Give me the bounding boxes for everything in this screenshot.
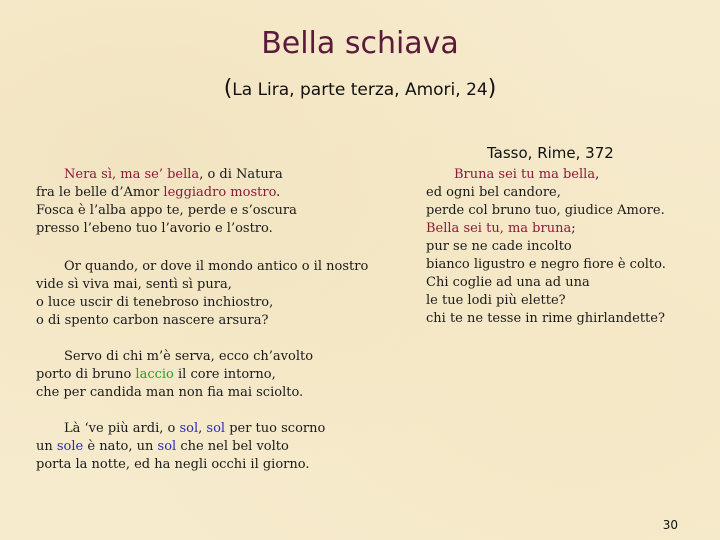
poem-line [426,220,696,238]
highlighted-word: sol [179,421,199,436]
poem-line: perde col bruno tuo, giudice Amore. [426,203,665,218]
poem-line: Servo di chi m’è serva, ecco ch’avolto [64,349,314,364]
slide-title: Bella schiava [261,26,459,61]
line-text: . [276,185,281,200]
poem-line: che per candida man non fia mai sciolto. [36,385,304,400]
line-text: ; [571,221,576,236]
line-text: , [595,167,600,182]
poem-line: Chi coglie ad una ad una [426,275,590,290]
poem-line [426,166,696,184]
highlighted-word: laccio [135,367,174,382]
line-text: un [36,439,57,454]
poem-line: ed ogni bel candore, [426,185,561,200]
right-stanza [426,166,696,328]
poem-line: pur se ne cade incolto [426,239,572,254]
line-text: , o di Natura [199,167,283,182]
highlighted-phrase: Bruna sei tu ma bella [454,167,596,182]
poem-line [36,166,396,184]
poem-line: le tue lodi più elette? [426,293,566,308]
right-poem-heading: Tasso, Rime, 372 [487,144,614,162]
page-number: 30 [662,518,678,532]
poem-line: Or quando, or dove il mondo antico o il nostro [64,259,369,274]
left-stanza-1 [36,166,396,238]
left-stanza-4 [36,420,325,474]
poem-line [36,184,396,202]
highlighted-phrase: leggiadro mostro [163,185,277,200]
line-text: il core intorno, [173,367,276,382]
line-text: Là ‘ve più ardi, o [64,421,180,436]
line-text: , [198,421,207,436]
poem-line: o luce uscir di tenebroso inchiostro, [36,295,274,310]
highlighted-word: sol [206,421,226,436]
highlighted-phrase: Nera sì, ma se’ bella [64,167,200,182]
poem-line [36,366,313,384]
subtitle-text: La Lira, parte terza, Amori, 24 [232,80,488,100]
left-stanza-2 [36,258,368,330]
right-poem [426,166,696,328]
slide-subtitle [0,76,720,101]
subtitle-paren-open: ( [223,76,233,101]
poem-line: vide sì viva mai, sentì sì pura, [36,277,232,292]
poem-line: presso l’ebeno tuo l’avorio e l’ostro. [36,221,273,236]
poem-line [36,420,325,438]
highlighted-phrase: Bella sei tu, ma bruna [426,221,572,236]
poem-line: porta la notte, ed ha negli occhi il giorno. [36,457,310,472]
poem-line: chi te ne tesse in rime ghirlandette? [426,311,665,326]
subtitle-paren-close: ) [487,76,497,101]
highlighted-word: sole [56,439,84,454]
line-text: per tuo scorno [225,421,326,436]
highlighted-word: sol [157,439,177,454]
line-text: fra le belle d’Amor [36,185,164,200]
poem-line: Fosca è l’alba appo te, perde e s’oscura [36,203,297,218]
poem-line: o di spento carbon nascere arsura? [36,313,269,328]
line-text: che nel bel volto [176,439,289,454]
left-stanza-3 [36,348,313,402]
line-text: è nato, un [83,439,158,454]
line-text: porto di bruno [36,367,136,382]
poem-line: bianco ligustro e negro fiore è colto. [426,257,666,272]
poem-line [36,438,325,456]
left-poem [36,166,396,472]
